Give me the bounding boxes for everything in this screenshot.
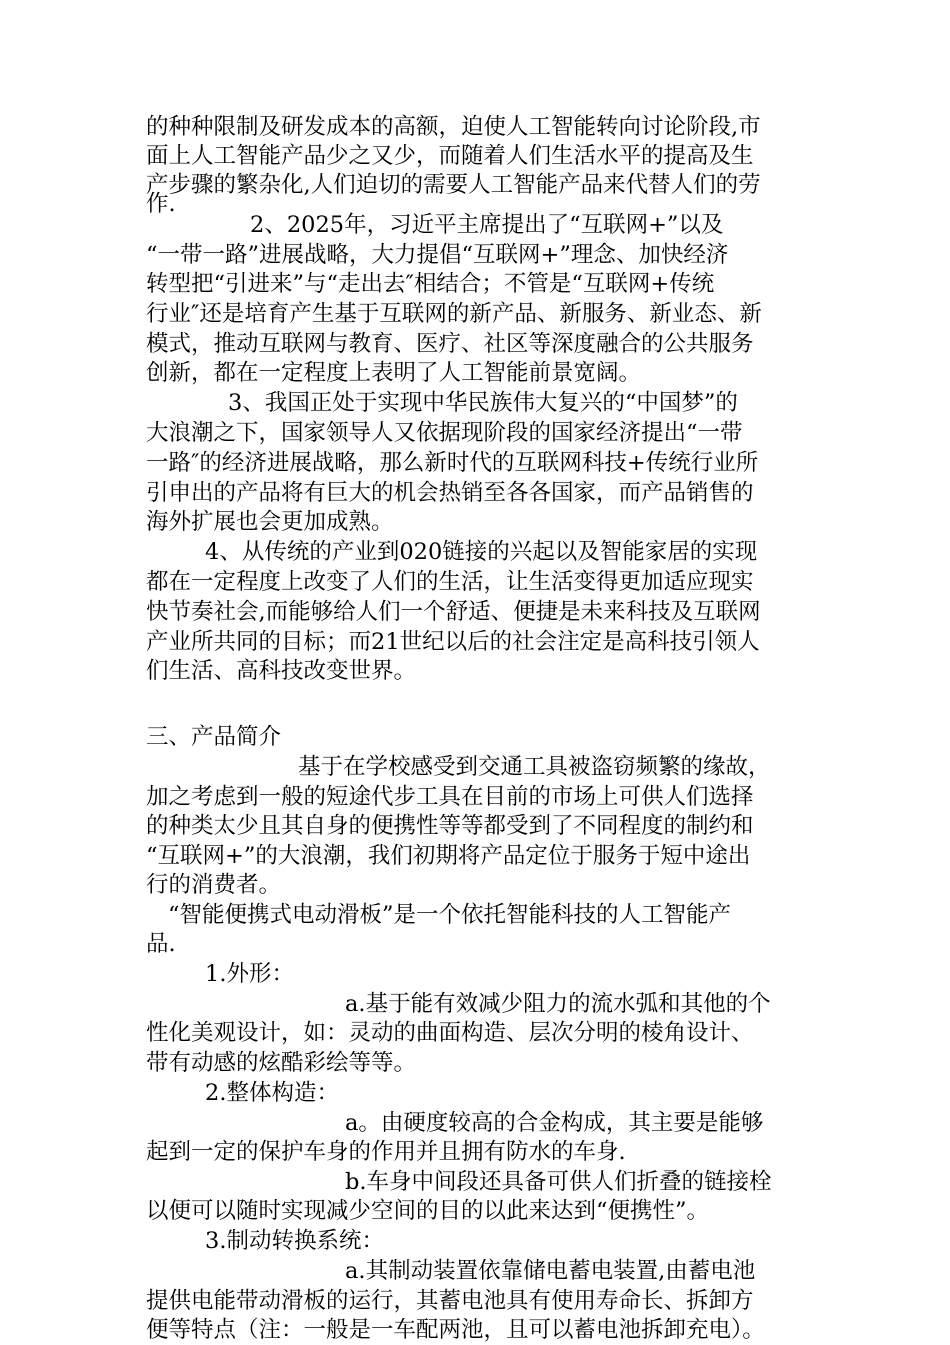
- subheading-brake-system: 3.制动转换系统：: [205, 1228, 384, 1254]
- body-text-line: 面上人工智能产品少之又少，而随着人们生活水平的提高及生: [146, 143, 754, 169]
- body-text-line: 作.: [146, 191, 176, 217]
- body-text-line: 以便可以随时实现减少空间的目的以此来达到“便携性”。: [146, 1198, 710, 1224]
- body-text-line: 的种类太少且其自身的便携性等等都受到了不同程度的制约和: [146, 813, 754, 839]
- body-text-line: 们生活、高科技改变世界。: [146, 658, 417, 684]
- body-text-line: 引申出的产品将有巨大的机会热销至各各国家，而产品销售的: [146, 480, 754, 506]
- body-text-line: 一路″的经济进展战略，那么新时代的互联网科技+传统行业所: [146, 450, 759, 476]
- body-text-line: 产步骤的繁杂化,人们迫切的需要人工智能产品来代替人们的劳: [146, 172, 761, 198]
- body-text-line: 海外扩展也会更加成熟。: [146, 509, 394, 535]
- body-text-line: 都在一定程度上改变了人们的生活，让生活变得更加适应现实: [146, 569, 754, 595]
- paragraph-3-first-line: 3、我国正处于实现中华民族伟大复兴的“中国梦”的: [228, 390, 738, 416]
- body-text-line: 加之考虑到一般的短途代步工具在目前的市场上可供人们选择: [146, 784, 754, 810]
- body-text-line: 便等特点（注：一般是一车配两池，且可以蓄电池拆卸充电）。: [146, 1317, 765, 1343]
- item-first-line: a.其制动装置依靠储电蓄电装置,由蓄电池: [345, 1258, 756, 1284]
- paragraph-2-first-line: 2、2025年，习近平主席提出了“互联网+”以及: [250, 212, 724, 238]
- body-text-line: 模式，推动互联网与教育、医疗、社区等深度融合的公共服务: [146, 331, 754, 357]
- paragraph-4-first-line: 4、从传统的产业到020链接的兴起以及智能家居的实现: [205, 539, 758, 565]
- body-text-line: 提供电能带动滑板的运行，其蓄电池具有使用寿命长、拆卸方: [146, 1288, 754, 1314]
- body-text-line: “一带一路”进展战略，大力提倡“互联网+”理念、加快经济: [146, 242, 729, 268]
- item-first-line: a。由硬度较高的合金构成，其主要是能够: [345, 1110, 764, 1136]
- body-text-line: 的种种限制及研发成本的高额，迫使人工智能转向讨论阶段,市: [146, 114, 761, 140]
- body-text-line: 带有动感的炫酷彩绘等等。: [146, 1050, 417, 1076]
- body-text-line: “互联网+”的大浪潮，我们初期将产品定位于服务于短中途出: [146, 843, 751, 869]
- body-text-line: 行业″还是培育产生基于互联网的新产品、新服务、新业态、新: [146, 301, 762, 327]
- body-text-line: 性化美观设计，如：灵动的曲面构造、层次分明的棱角设计、: [146, 1020, 754, 1046]
- body-text-line: 创新，都在一定程度上表明了人工智能前景宽阔。: [146, 360, 642, 386]
- body-text-line: 转型把“引进来”与“走出去″相结合；不管是“互联网+传统: [146, 271, 715, 297]
- body-text-line: 快节奏社会,而能够给人们一个舒适、便捷是未来科技及互联网: [146, 599, 761, 625]
- product-definition-line: “智能便携式电动滑板”是一个依托智能科技的人工智能产: [168, 902, 732, 928]
- intro-first-line: 基于在学校感受到交通工具被盗窃频繁的缘故，: [298, 754, 771, 780]
- section-heading: 三、产品简介: [146, 724, 282, 750]
- body-text-line: 起到一定的保护车身的作用并且拥有防水的车身.: [146, 1139, 626, 1165]
- item-first-line: a.基于能有效减少阻力的流水弧和其他的个: [345, 991, 771, 1017]
- body-text-line: 品.: [146, 931, 176, 957]
- subheading-structure: 2.整体构造：: [205, 1080, 339, 1106]
- body-text-line: 大浪潮之下，国家领导人又依据现阶段的国家经济提出“一带: [146, 420, 743, 446]
- body-text-line: 行的消费者。: [146, 872, 282, 898]
- body-text-line: 产业所共同的目标；而21世纪以后的社会注定是高科技引领人: [146, 629, 760, 655]
- subheading-appearance: 1.外形：: [205, 961, 294, 987]
- item-first-line: b.车身中间段还具备可供人们折叠的链接栓: [345, 1169, 772, 1195]
